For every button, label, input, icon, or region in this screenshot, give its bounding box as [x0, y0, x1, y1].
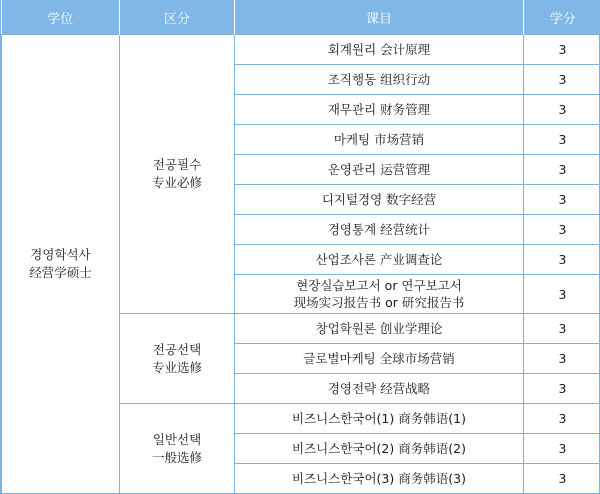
course-name: 경영전략 经营战略: [235, 374, 524, 404]
curriculum-table: [1, 0, 600, 494]
course-name: 창업학원론 创业学理论: [235, 314, 524, 344]
course-name-korean: 현장실습보고서 or 연구보고서: [296, 278, 462, 293]
degree-chinese: 经营学硕士: [29, 265, 92, 280]
header-category: 区分: [120, 0, 235, 35]
course-name-chinese: 现场实习报告书 or 研究报告书: [293, 295, 465, 310]
course-credit: 3: [524, 434, 600, 464]
category-general-elective: [120, 404, 235, 494]
course-credit: 3: [524, 404, 600, 434]
category-korean: 전공선택: [152, 341, 202, 357]
category-korean: 전공필수: [152, 157, 202, 172]
course-credit: 3: [524, 374, 600, 404]
course-name: 조직행동 组织行动: [235, 65, 524, 95]
category-major-required: [120, 35, 235, 314]
course-credit: 3: [524, 125, 600, 155]
table-row: [2, 35, 600, 65]
course-name: 재무관리 财务管理: [235, 95, 524, 125]
course-credit: 3: [524, 215, 600, 245]
course-name: 비즈니스한국어(2) 商务韩语(2): [235, 434, 524, 464]
header-credit: 学分: [524, 0, 600, 35]
degree-cell: [2, 35, 120, 494]
degree-korean: 경영학석사: [30, 247, 91, 262]
course-credit: 3: [524, 95, 600, 125]
course-credit: 3: [524, 65, 600, 95]
course-credit: 3: [524, 344, 600, 374]
course-credit: 3: [524, 35, 600, 65]
header-course: 课目: [235, 0, 524, 35]
table-header-row: [2, 0, 600, 35]
course-name: 비즈니스한국어(1) 商务韩语(1): [235, 404, 524, 434]
course-name: 글로벌마케팅 全球市场营销: [235, 344, 524, 374]
header-degree: 学位: [2, 0, 120, 35]
course-name: 비즈니스한국어(3) 商务韩语(3): [235, 464, 524, 494]
course-credit: 3: [524, 464, 600, 494]
course-name: 운영관리 运营管理: [235, 155, 524, 185]
category-chinese: 一般选修: [151, 449, 202, 465]
category-chinese: 专业必修: [151, 175, 202, 190]
course-credit: 3: [524, 275, 600, 314]
course-name: 디지털경영 数字经营: [235, 185, 524, 215]
course-name: 회계원리 会计原理: [235, 35, 524, 65]
category-chinese: 专业选修: [151, 359, 202, 375]
course-name: 경영통계 经营统计: [235, 215, 524, 245]
course-name: 마케팅 市场营销: [235, 125, 524, 155]
category-korean: 일반선택: [152, 431, 202, 447]
course-credit: 3: [524, 185, 600, 215]
course-credit: 3: [524, 245, 600, 275]
course-name: 산업조사론 产业调查论: [235, 245, 524, 275]
course-credit: 3: [524, 314, 600, 344]
course-name: [235, 275, 524, 314]
course-credit: 3: [524, 155, 600, 185]
category-major-elective: [120, 314, 235, 404]
